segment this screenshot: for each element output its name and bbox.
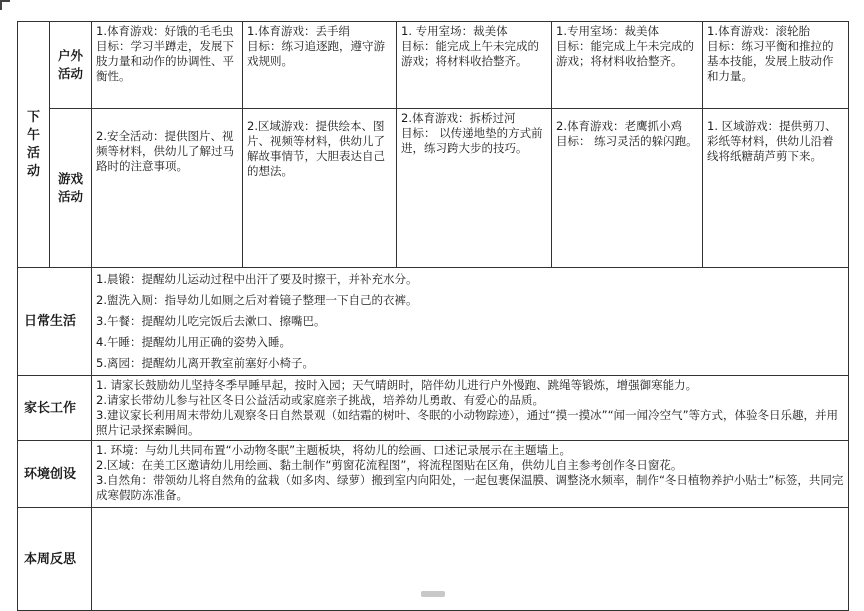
parent-item: 1. 请家长鼓励幼儿坚持冬季早睡早起，按时入园；天气晴朗时，陪伴幼儿进行户外慢跑、跳绳等锻炼，增强御寒能力。 [96,378,698,392]
parent-work-content [92,376,849,441]
parent-work-header: 家长工作 [18,376,92,441]
daily-item: 2.盥洗入厕：指导幼儿如厕之后对着镜子整理一下自己的衣裤。 [96,293,418,307]
daily-item: 4.午睡：提醒幼儿用正确的姿势入睡。 [96,335,291,349]
outdoor-activity-header: 户外活动 [50,22,92,109]
outdoor-cell-mon: 1.体育游戏：好饿的毛毛虫 目标：学习半蹲走，发展下肢力量和动作的协调性、平衡性。 [92,22,243,109]
game-cell-wed: 2.体育游戏：拆桥过河 目标： 以传递地垫的方式前进，练习跨大步的技巧。 [397,109,552,268]
daily-life-row [18,268,849,376]
environment-content [92,441,849,508]
parent-item: 3.建议家长利用周末带幼儿观察冬日自然景观（如结霜的树叶、冬眠的小动物踪迹），通过“摸一摸冰”“闻一闻冷空气”等方式，体验冬日乐趣，并用照片记录探索瞬间。 [96,408,839,437]
environment-item: 3.自然角：带领幼儿将自然角的盆栽（如多肉、绿萝）搬到室内向阳处，一起包裹保温膜、调整浇水频率，制作“冬日植物养护小贴士”标签，共同完成寒假防冻准备。 [96,473,844,502]
daily-life-header: 日常生活 [18,268,92,376]
daily-life-content [92,268,849,376]
weekly-plan-table [17,21,849,611]
horizontal-scrollbar-thumb[interactable] [421,591,445,597]
outdoor-activity-row [18,22,849,109]
page-corner-mark [0,0,10,10]
outdoor-cell-tue: 1.体育游戏：丢手绢 目标：练习追逐跑，遵守游戏规则。 [243,22,397,109]
environment-row [18,441,849,508]
game-cell-tue: 2.区域游戏：提供绘本、图片、视频等材料，供幼儿了解故事情节，大胆表达自己的想法。 [243,109,397,268]
game-activity-row [18,109,849,268]
outdoor-cell-thu: 1.专用室场：裁美体 目标：能完成上午未完成的游戏；将材料收拾整齐。 [552,22,703,109]
daily-item: 5.离园：提醒幼儿离开教室前塞好小椅子。 [96,356,314,370]
environment-header: 环境创设 [18,441,92,508]
parent-work-row [18,376,849,441]
daily-item: 1.晨锻：提醒幼儿运动过程中出汗了要及时擦干，并补充水分。 [96,272,418,286]
weekly-reflection-content[interactable] [92,508,849,611]
outdoor-cell-fri: 1.体育游戏：滚轮胎 目标：练习平衡和推拉的基本技能，发展上肢动作和力量。 [703,22,849,109]
game-activity-header: 游戏活动 [50,109,92,268]
daily-item: 3.午餐：提醒幼儿吃完饭后去漱口、擦嘴巴。 [96,314,326,328]
environment-item: 2.区域：在美工区邀请幼儿用绘画、黏土制作“剪窗花流程图”，将流程图贴在区角，供幼儿自主参考创作冬日窗花。 [96,458,683,472]
game-cell-thu: 2.体育游戏：老鹰抓小鸡 目标： 练习灵活的躲闪跑。 [552,109,703,268]
game-cell-mon: 2.安全活动：提供图片、视频等材料，供幼儿了解过马路时的注意事项。 [92,109,243,268]
parent-item: 2.请家长带幼儿参与社区冬日公益活动或家庭亲子挑战，培养幼儿勇敢、有爱心的品质。 [96,393,544,407]
environment-item: 1. 环境：与幼儿共同布置“小动物冬眠”主题板块，将幼儿的绘画、口述记录展示在主题墙上。 [96,443,572,457]
weekly-reflection-header: 本周反思 [18,508,92,611]
outdoor-cell-wed: 1. 专用室场：裁美体 目标：能完成上午未完成的游戏；将材料收拾整齐。 [397,22,552,109]
game-cell-fri: 1. 区域游戏：提供剪刀、彩纸等材料，供幼儿沿着线将纸糖葫芦剪下来。 [703,109,849,268]
afternoon-activity-header: 下午活动 [18,22,50,268]
